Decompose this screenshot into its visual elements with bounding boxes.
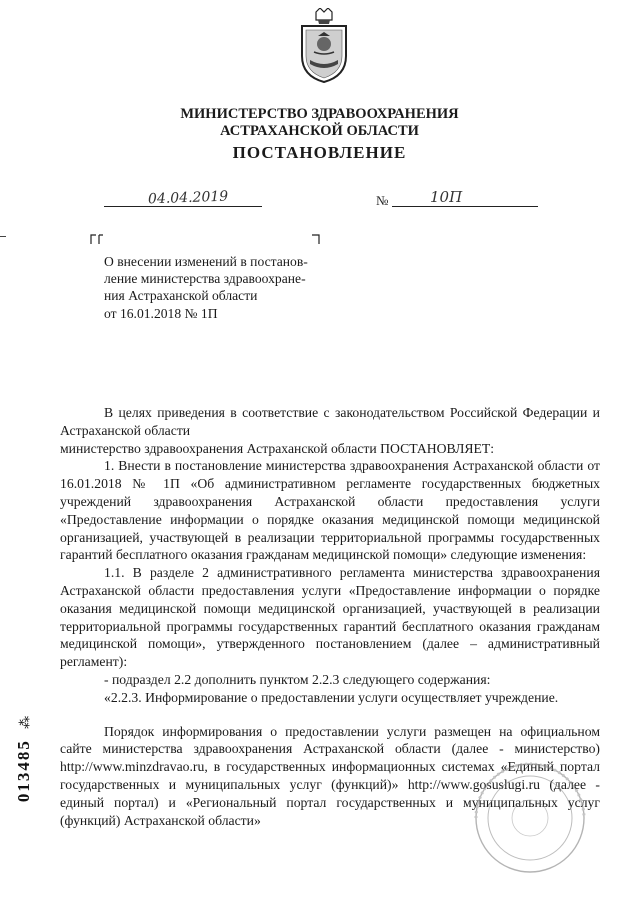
- paragraph-subsection: - подраздел 2.2 дополнить пунктом 2.2.3 следующего содержания:: [104, 671, 491, 687]
- bracket-top-right-icon: [312, 234, 320, 244]
- subject-line: от 16.01.2018 № 1П: [104, 305, 218, 321]
- serial-number: 013485: [14, 739, 33, 803]
- number-sign: №: [376, 193, 389, 208]
- paragraph-resolves: министерство здравоохранения Астраханской области ПОСТАНОВЛЯЕТ:: [60, 440, 495, 456]
- number-underline: [392, 206, 538, 207]
- paragraph-informing-order: Порядок информирования о предоставлении услуги размещен на официальном сайте министерства здравоохранения Астраханской области (далее - министерство) http://www.minzdravao.ru, в государственных информационных системах «Единый портал государственных и муниципальных услуг (функций)» http://www.gosuslugi.ru (далее - единый портал) и «Региональный портал государственных и муниципальных услуг (функций) Астраханской области»: [60, 723, 600, 828]
- serial-mark: ⁂: [17, 713, 32, 729]
- subject-line: ния Астраханской области: [104, 288, 258, 304]
- ministry-name-line1: МИНИСТЕРСТВО ЗДРАВООХРАНЕНИЯ: [180, 106, 459, 122]
- paragraph-2-2-3: «2.2.3. Информирование о предоставлении услуги осуществляет учреждение.: [104, 689, 559, 705]
- document-number: 10П: [430, 188, 463, 206]
- ministry-name-line2: АСТРАХАНСКОЙ ОБЛАСТИ: [220, 123, 419, 139]
- document-subject: [104, 253, 344, 322]
- bracket-top-left-icon: [90, 234, 104, 244]
- coat-of-arms-emblem-icon: [298, 8, 350, 84]
- date-underline: [104, 206, 262, 207]
- paragraph-preamble: В целях приведения в соответствие с законодательством Российской Федерации и Астраханской области: [60, 405, 600, 438]
- side-serial-number: [14, 710, 34, 806]
- margin-tick: [0, 236, 6, 237]
- paragraph-item-1: 1. Внести в постановление министерства здравоохранения Астраханской области от 16.01.2018 № 1П «Об административном регламенте государственных бюджетных учреждений здравоохранения Астраханской области предоставления услуги «Предоставление информации о порядке оказания медицинской помощи медицинской организацией, участвующей в реализации территориальной программы государственных гарантий бесплатного оказания гражданам медицинской помощи» следующие изменения:: [60, 458, 600, 563]
- subject-line: ление министерства здравоохране-: [104, 271, 306, 287]
- document-date: 04.04.2019: [147, 188, 229, 208]
- document-type-title: ПОСТАНОВЛЕНИЕ: [232, 143, 407, 162]
- round-stamp-icon: [470, 758, 590, 878]
- paragraph-item-1-1: 1.1. В разделе 2 административного регламента министерства здравоохранения Астраханской области предоставления услуги «Предоставление информации о порядке оказания медицинской помощи медицинской организацией, участвующей в реализации территориальной программы государственных гарантий бесплатного оказания гражданам медицинской помощи», утвержденного постановлением (далее – административный регламент):: [60, 565, 600, 670]
- subject-line: О внесении изменений в постанов-: [104, 254, 308, 269]
